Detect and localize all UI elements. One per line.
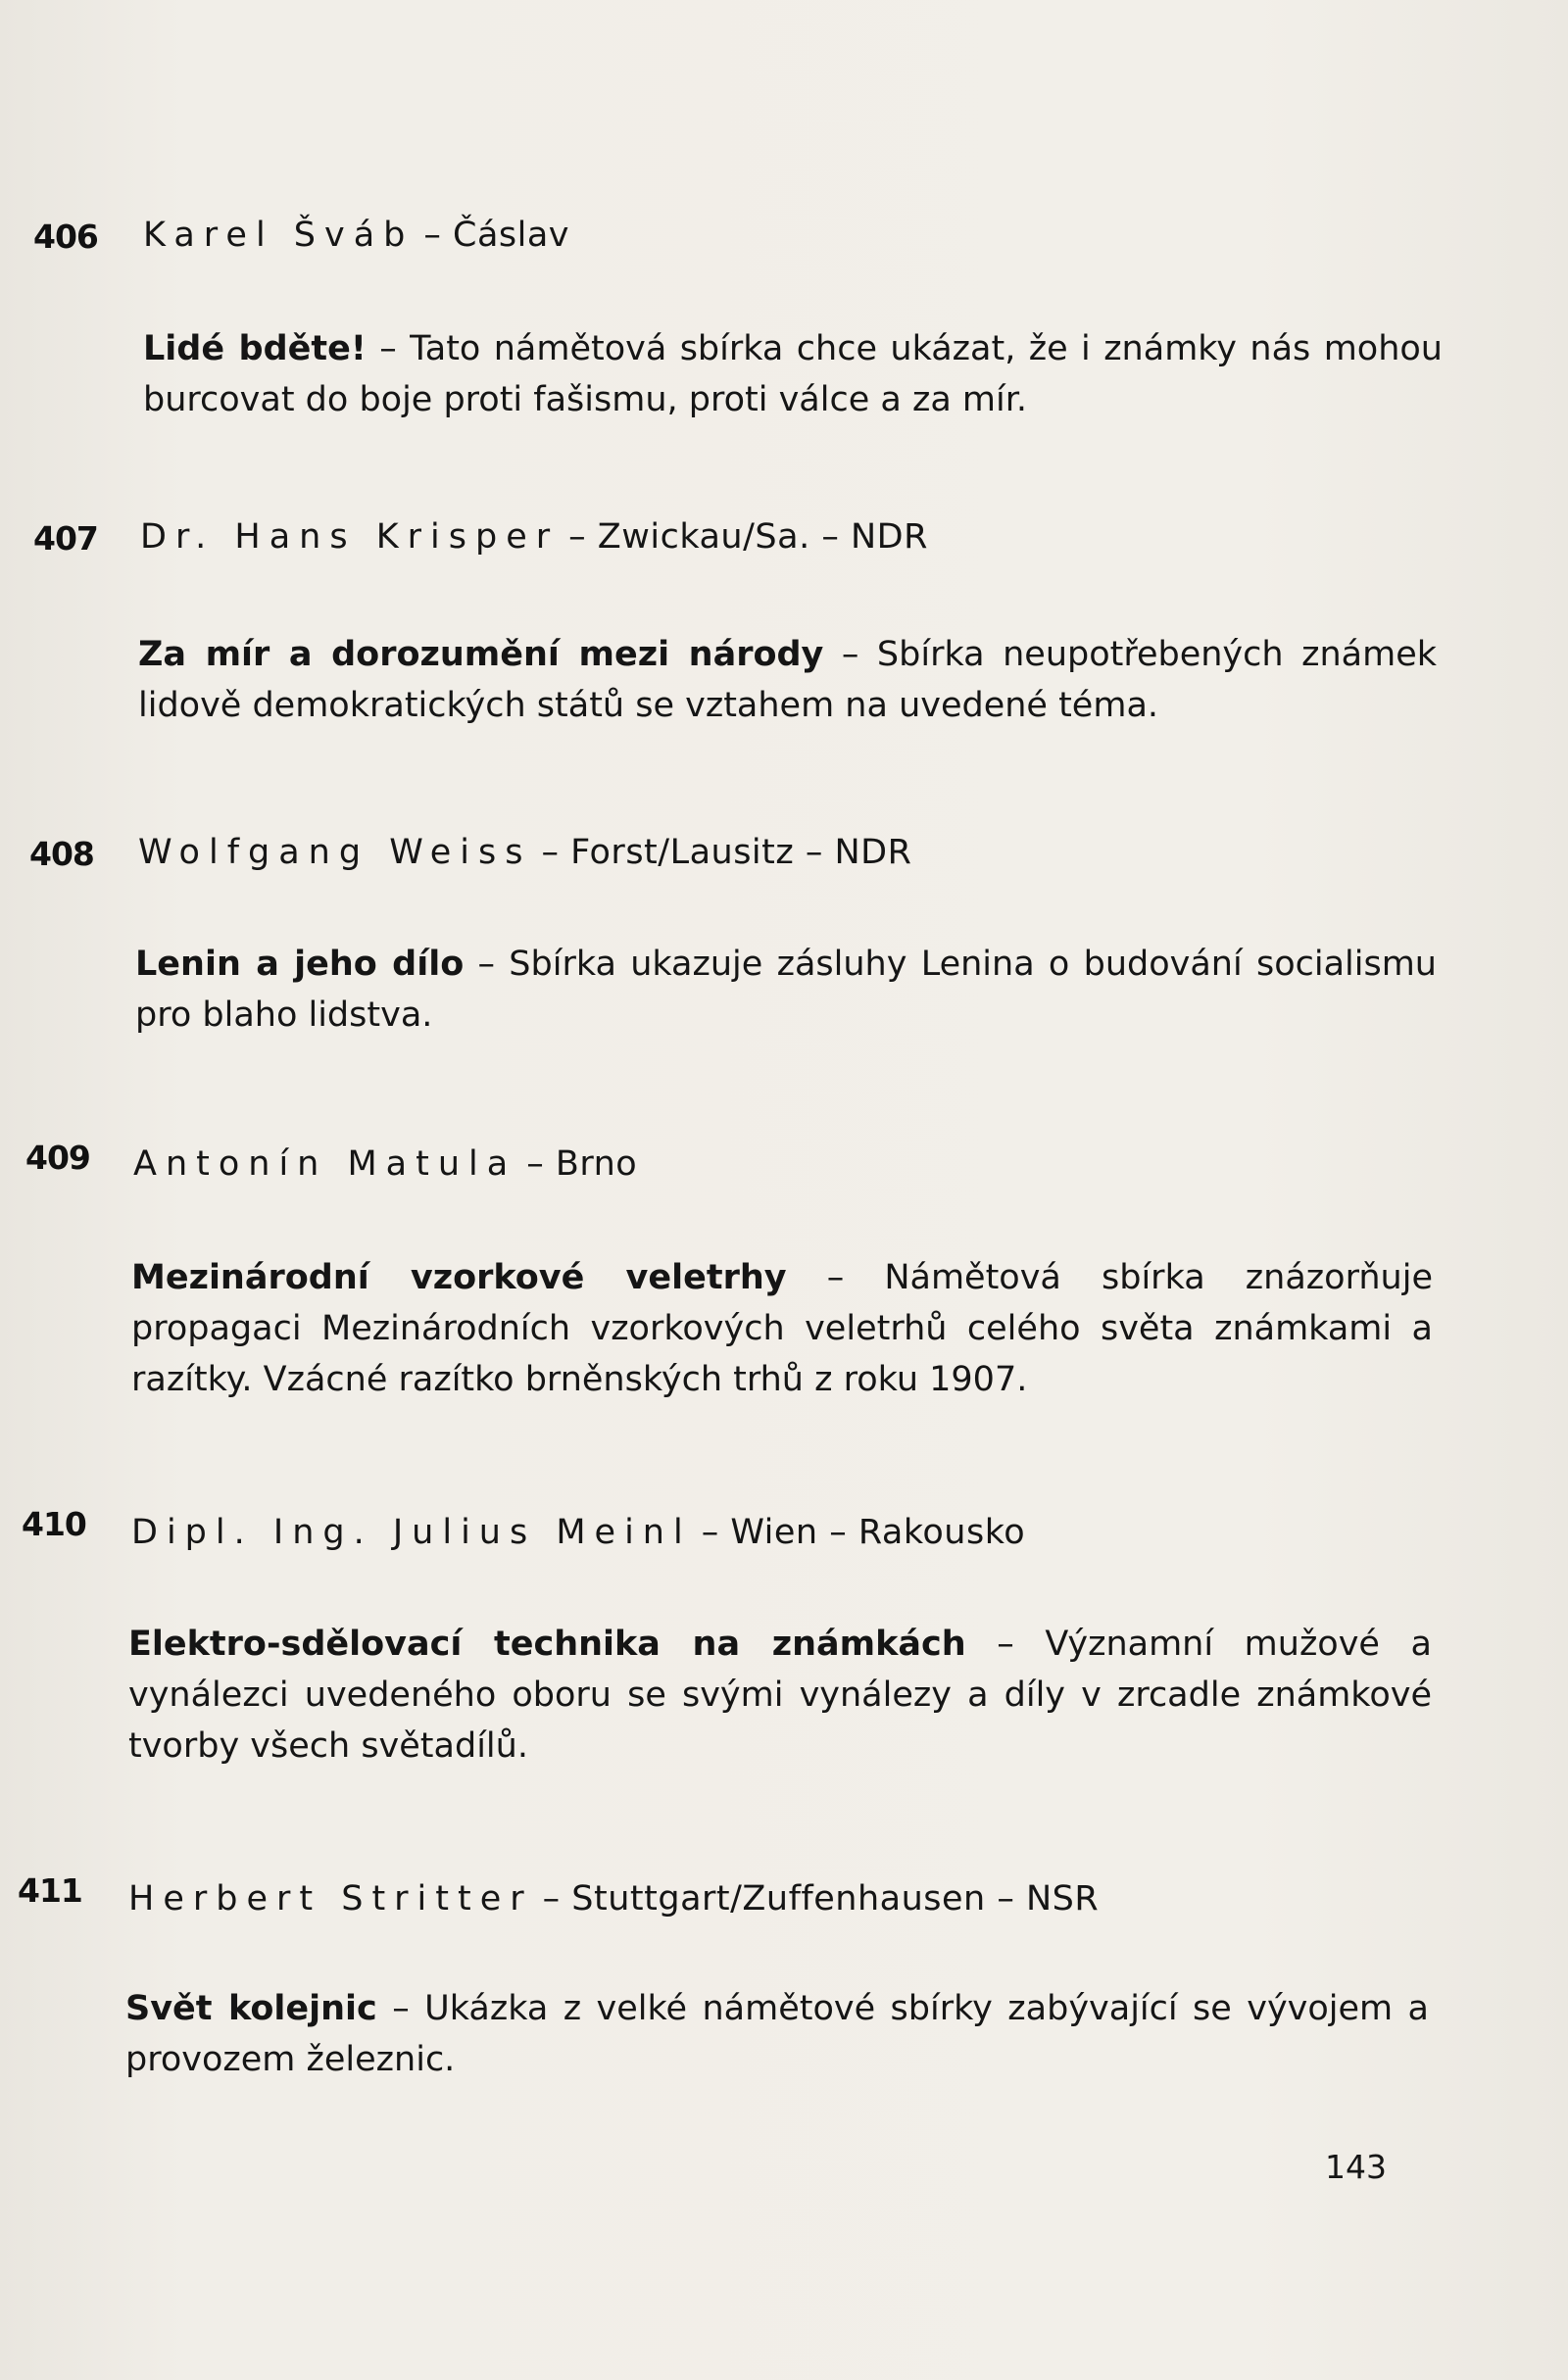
entry-description [143,323,1443,425]
exhibitor-place: – Brno [526,1144,638,1184]
entry-heading [133,1144,637,1184]
exhibitor-name: Karel Šváb [143,216,415,255]
entry-number: 407 [33,519,98,558]
collection-text: – Významní mužové a vynálezci uvedeného oboru se svými vynálezy a díly v zrcadle známkové tvorby všech světadílů. [128,1625,1433,1766]
collection-title: Lenin a jeho dílo [135,945,465,984]
collection-title: Elektro-sdělovací technika na známkách [128,1625,966,1664]
entry-number: 410 [22,1505,86,1543]
collection-text: – Sbírka ukazuje zásluhy Lenina o budování socialismu pro blaho lidstva. [135,945,1437,1035]
entry-number: 408 [29,835,94,873]
entry-description [135,939,1437,1041]
entry-number: 411 [18,1871,82,1910]
exhibitor-name: Dipl. Ing. Julius Meinl [131,1513,692,1552]
entry-heading [131,1513,1025,1552]
entry-number: 409 [25,1139,90,1177]
exhibitor-place: – Stuttgart/Zuffenhausen – NSR [542,1879,1100,1919]
entry-description [131,1252,1433,1405]
collection-text: – Sbírka neupotřebených známek lidově demokratických států se vztahem na uvedené téma. [138,635,1437,725]
collection-text: – Ukázka z velké námětové sbírky zabývající se vývojem a provozem železnic. [125,1989,1430,2079]
collection-title: Za mír a dorozumění mezi národy [138,635,824,674]
exhibitor-place: – Čáslav [423,216,570,255]
collection-title: Lidé bděte! [143,329,367,368]
page-number: 143 [1325,2148,1387,2186]
entry-heading [138,833,911,872]
entry-heading [128,1879,1099,1919]
entry-number: 406 [33,218,98,256]
collection-text: – Námětová sbírka znázorňuje propagaci Mezinárodních vzorkových veletrhů celého světa známkami a razítky. Vzácné razítko brněnských trhů z roku 1907. [131,1258,1433,1399]
entry-description [125,1983,1429,2085]
exhibitor-name: Herbert Stritter [128,1879,533,1919]
exhibitor-place: – Wien – Rakousko [701,1513,1026,1552]
entry-heading [143,216,569,255]
collection-title: Mezinárodní vzorkové veletrhy [131,1258,787,1297]
entry-description [128,1619,1432,1772]
collection-title: Svět kolejnic [125,1989,377,2028]
entry-heading [140,517,928,557]
entry-description [138,629,1437,731]
exhibitor-name: Antonín Matula [133,1144,517,1184]
exhibitor-place: – Zwickau/Sa. – NDR [568,517,928,557]
exhibitor-name: Dr. Hans Krisper [140,517,560,557]
collection-text: – Tato námětová sbírka chce ukázat, že i známky nás mohou burcovat do boje proti fašismu, proti válce a za mír. [143,329,1443,419]
exhibitor-name: Wolfgang Weiss [138,833,532,872]
exhibitor-place: – Forst/Lausitz – NDR [541,833,912,872]
